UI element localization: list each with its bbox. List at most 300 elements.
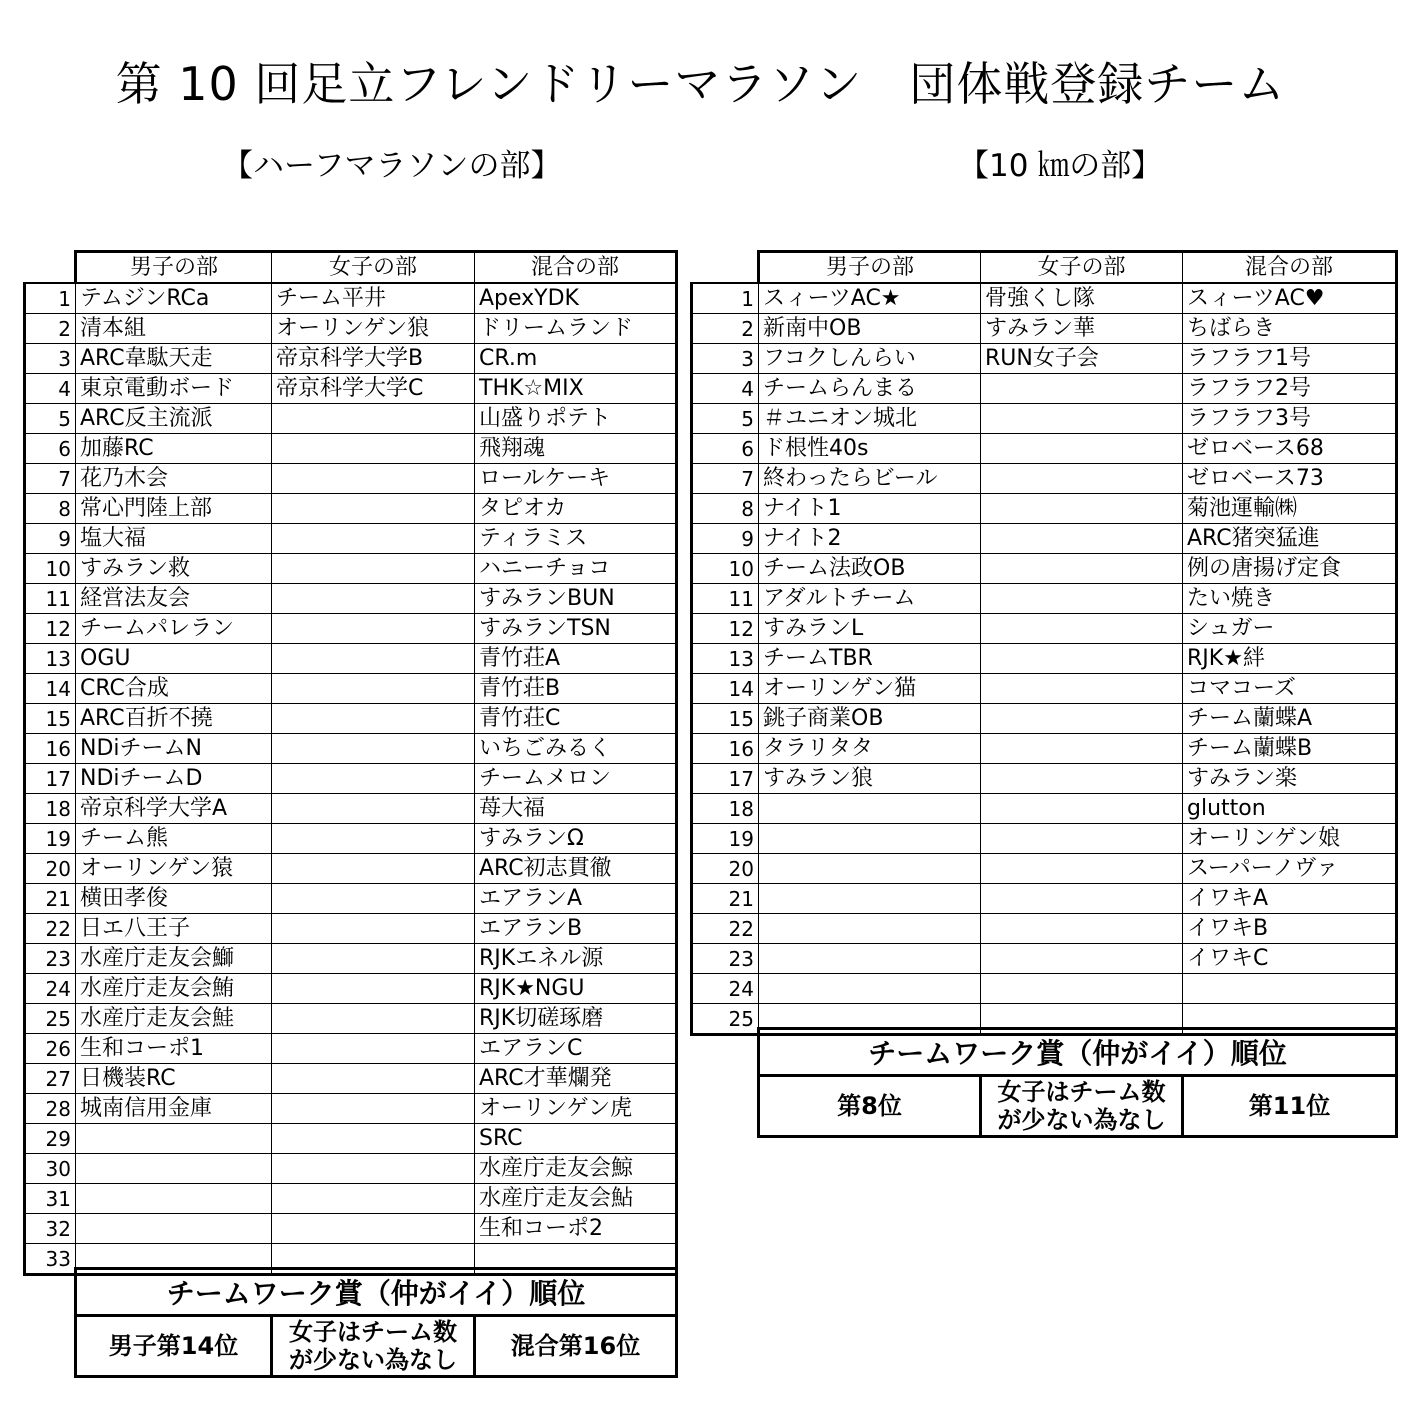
half-row-number-cell: 29	[25, 1124, 76, 1154]
half-table-row	[25, 794, 677, 824]
ten-km-mixed-team-cell: すみラン楽	[1183, 764, 1397, 794]
ten-km-mixed-team-cell: イワキA	[1183, 884, 1397, 914]
ten-km-men-team-cell: 銚子商業OB	[759, 704, 981, 734]
half-women-team-cell	[272, 1124, 475, 1154]
half-table-row	[25, 854, 677, 884]
half-mixed-team-cell: RJK★NGU	[475, 974, 677, 1004]
half-table-row	[25, 494, 677, 524]
half-women-team-cell	[272, 1034, 475, 1064]
half-table-row	[25, 283, 677, 314]
ten-km-men-team-cell	[759, 854, 981, 884]
half-men-team-cell: 水産庁走友会鰤	[76, 944, 272, 974]
half-table-row	[25, 674, 677, 704]
ten-km-header-mixed: 混合の部	[1183, 252, 1397, 284]
ten-km-women-team-cell	[981, 434, 1183, 464]
half-table-row	[25, 644, 677, 674]
half-men-team-cell: 加藤RC	[76, 434, 272, 464]
ten-km-women-team-cell	[981, 614, 1183, 644]
ten-km-women-team-cell	[981, 884, 1183, 914]
half-row-number-cell: 13	[25, 644, 76, 674]
half-women-team-cell	[272, 404, 475, 434]
ten-km-table-row	[692, 704, 1397, 734]
half-mixed-team-cell: すみランBUN	[475, 584, 677, 614]
half-women-team-cell	[272, 704, 475, 734]
ten-km-row-number-cell: 18	[692, 794, 759, 824]
half-table-row	[25, 1214, 677, 1244]
ten-km-mixed-team-cell: ラフラフ1号	[1183, 344, 1397, 374]
half-row-number-cell: 27	[25, 1064, 76, 1094]
ten-km-women-team-cell	[981, 734, 1183, 764]
ten-km-men-team-cell	[759, 914, 981, 944]
ten-km-men-team-cell: すみラン狼	[759, 764, 981, 794]
half-mixed-team-cell: RJKエネル源	[475, 944, 677, 974]
half-marathon-section-title: 【ハーフマラソンの部】	[222, 148, 562, 184]
ten-km-table-row	[692, 644, 1397, 674]
half-award-title: チームワーク賞（仲がイイ）順位	[76, 1269, 677, 1316]
ten-km-table-row	[692, 554, 1397, 584]
ten-km-row-number-cell: 1	[692, 283, 759, 314]
half-row-number-cell: 23	[25, 944, 76, 974]
ten-km-mixed-team-cell: イワキB	[1183, 914, 1397, 944]
ten-km-men-team-cell: ナイト2	[759, 524, 981, 554]
half-women-team-cell	[272, 434, 475, 464]
half-row-number-cell: 12	[25, 614, 76, 644]
ten-km-header-blank	[692, 252, 759, 284]
half-mixed-team-cell: RJK切磋琢磨	[475, 1004, 677, 1034]
ten-km-table-row	[692, 314, 1397, 344]
half-men-team-cell: NDiチームN	[76, 734, 272, 764]
ten-km-mixed-team-cell: オーリンゲン娘	[1183, 824, 1397, 854]
half-women-team-cell	[272, 974, 475, 1004]
ten-km-men-team-cell: アダルトチーム	[759, 584, 981, 614]
half-table-row	[25, 1124, 677, 1154]
ten-km-men-team-cell	[759, 884, 981, 914]
half-men-team-cell: 水産庁走友会鮭	[76, 1004, 272, 1034]
ten-km-women-team-cell	[981, 854, 1183, 884]
ten-km-table-row	[692, 884, 1397, 914]
ten-km-women-team-cell	[981, 974, 1183, 1004]
half-men-team-cell: オーリンゲン猿	[76, 854, 272, 884]
ten-km-row-number-cell: 7	[692, 464, 759, 494]
ten-km-table-row	[692, 344, 1397, 374]
half-row-number-cell: 33	[25, 1244, 76, 1275]
half-women-team-cell	[272, 464, 475, 494]
half-women-team-cell	[272, 524, 475, 554]
ten-km-mixed-team-cell: スィーツAC♥	[1183, 283, 1397, 314]
ten-km-table-row	[692, 374, 1397, 404]
ten-km-mixed-team-cell: スーパーノヴァ	[1183, 854, 1397, 884]
half-women-team-cell	[272, 854, 475, 884]
half-table-row	[25, 1004, 677, 1034]
ten-km-men-team-cell	[759, 974, 981, 1004]
ten-km-row-number-cell: 6	[692, 434, 759, 464]
ten-km-women-team-cell	[981, 404, 1183, 434]
half-table-row	[25, 344, 677, 374]
ten-km-mixed-team-cell: glutton	[1183, 794, 1397, 824]
ten-km-row-number-cell: 10	[692, 554, 759, 584]
half-table-row	[25, 1094, 677, 1124]
ten-km-men-team-cell: フコクしんらい	[759, 344, 981, 374]
half-women-team-cell	[272, 794, 475, 824]
ten-km-women-team-cell	[981, 584, 1183, 614]
half-mixed-team-cell: 生和コーポ2	[475, 1214, 677, 1244]
ten-km-header-men: 男子の部	[759, 252, 981, 284]
half-table-row	[25, 1184, 677, 1214]
half-mixed-team-cell: すみランΩ	[475, 824, 677, 854]
ten-km-row-number-cell: 17	[692, 764, 759, 794]
half-men-team-cell: 生和コーポ1	[76, 1034, 272, 1064]
half-women-team-cell	[272, 1184, 475, 1214]
half-table-row	[25, 824, 677, 854]
ten-km-mixed-team-cell: 菊池運輸㈱	[1183, 494, 1397, 524]
half-mixed-team-cell: 青竹荘A	[475, 644, 677, 674]
half-table-row	[25, 1154, 677, 1184]
ten-km-women-team-cell: すみラン華	[981, 314, 1183, 344]
half-table-row	[25, 764, 677, 794]
half-men-team-cell: NDiチームD	[76, 764, 272, 794]
ten-km-mixed-team-cell: ラフラフ2号	[1183, 374, 1397, 404]
ten-km-men-team-cell	[759, 824, 981, 854]
half-award-men: 男子第14位	[76, 1316, 272, 1377]
half-men-team-cell: 塩大福	[76, 524, 272, 554]
ten-km-women-team-cell	[981, 494, 1183, 524]
ten-km-men-team-cell: ナイト1	[759, 494, 981, 524]
ten-km-row-number-cell: 11	[692, 584, 759, 614]
half-women-team-cell	[272, 1094, 475, 1124]
half-women-team-cell: 帝京科学大学B	[272, 344, 475, 374]
half-table-row	[25, 884, 677, 914]
ten-km-men-team-cell: すみランL	[759, 614, 981, 644]
half-men-team-cell: チーム熊	[76, 824, 272, 854]
ten-km-men-team-cell	[759, 794, 981, 824]
ten-km-men-team-cell: スィーツAC★	[759, 283, 981, 314]
ten-km-mixed-team-cell: チーム蘭蝶A	[1183, 704, 1397, 734]
half-mixed-team-cell: ドリームランド	[475, 314, 677, 344]
ten-km-teamwork-award-table	[757, 1027, 1398, 1138]
half-mixed-team-cell: 青竹荘C	[475, 704, 677, 734]
half-mixed-team-cell: 飛翔魂	[475, 434, 677, 464]
ten-km-table-row	[692, 794, 1397, 824]
half-men-team-cell	[76, 1184, 272, 1214]
half-men-team-cell: 日エ八王子	[76, 914, 272, 944]
ten-km-women-team-cell	[981, 554, 1183, 584]
half-header-men: 男子の部	[76, 252, 272, 284]
half-table-row	[25, 554, 677, 584]
half-women-team-cell: チーム平井	[272, 283, 475, 314]
half-row-number-cell: 22	[25, 914, 76, 944]
ten-km-row-number-cell: 19	[692, 824, 759, 854]
half-men-team-cell: テムジンRCa	[76, 283, 272, 314]
ten-km-row-number-cell: 23	[692, 944, 759, 974]
ten-km-section-title: 【10 ㎞の部】	[958, 148, 1163, 184]
half-mixed-team-cell: エアランA	[475, 884, 677, 914]
half-men-team-cell: すみラン救	[76, 554, 272, 584]
half-row-number-cell: 8	[25, 494, 76, 524]
ten-km-women-team-cell	[981, 914, 1183, 944]
ten-km-men-team-cell: ＃ユニオン城北	[759, 404, 981, 434]
ten-km-row-number-cell: 20	[692, 854, 759, 884]
half-table-row	[25, 524, 677, 554]
half-table-row	[25, 914, 677, 944]
half-table-row	[25, 434, 677, 464]
ten-km-row-number-cell: 16	[692, 734, 759, 764]
half-women-team-cell	[272, 554, 475, 584]
ten-km-row-number-cell: 24	[692, 974, 759, 1004]
half-mixed-team-cell: 青竹荘B	[475, 674, 677, 704]
half-men-team-cell: OGU	[76, 644, 272, 674]
ten-km-mixed-team-cell: ラフラフ3号	[1183, 404, 1397, 434]
half-row-number-cell: 26	[25, 1034, 76, 1064]
half-women-team-cell: 帝京科学大学C	[272, 374, 475, 404]
ten-km-row-number-cell: 4	[692, 374, 759, 404]
half-row-number-cell: 9	[25, 524, 76, 554]
ten-km-table-row	[692, 944, 1397, 974]
half-table-row	[25, 944, 677, 974]
half-row-number-cell: 32	[25, 1214, 76, 1244]
half-row-number-cell: 3	[25, 344, 76, 374]
ten-km-women-team-cell	[981, 674, 1183, 704]
half-mixed-team-cell: すみランTSN	[475, 614, 677, 644]
half-table-row	[25, 374, 677, 404]
ten-km-row-number-cell: 15	[692, 704, 759, 734]
ten-km-header-women: 女子の部	[981, 252, 1183, 284]
ten-km-mixed-team-cell	[1183, 974, 1397, 1004]
ten-km-row-number-cell: 8	[692, 494, 759, 524]
ten-km-women-team-cell: 骨強くし隊	[981, 283, 1183, 314]
half-row-number-cell: 15	[25, 704, 76, 734]
ten-km-women-team-cell	[981, 464, 1183, 494]
half-table-row	[25, 974, 677, 1004]
half-table-row	[25, 404, 677, 434]
half-row-number-cell: 16	[25, 734, 76, 764]
half-table-row	[25, 1064, 677, 1094]
half-header-mixed: 混合の部	[475, 252, 677, 284]
half-header-women: 女子の部	[272, 252, 475, 284]
ten-km-row-number-cell: 12	[692, 614, 759, 644]
half-row-number-cell: 30	[25, 1154, 76, 1184]
half-mixed-team-cell: タピオカ	[475, 494, 677, 524]
half-women-team-cell	[272, 944, 475, 974]
ten-km-row-number-cell: 25	[692, 1004, 759, 1035]
half-marathon-team-table	[23, 250, 678, 1276]
ten-km-women-team-cell	[981, 524, 1183, 554]
half-row-number-cell: 25	[25, 1004, 76, 1034]
ten-km-women-team-cell	[981, 794, 1183, 824]
half-row-number-cell: 14	[25, 674, 76, 704]
half-row-number-cell: 20	[25, 854, 76, 884]
ten-km-mixed-team-cell: たい焼き	[1183, 584, 1397, 614]
half-row-number-cell: 17	[25, 764, 76, 794]
half-row-number-cell: 31	[25, 1184, 76, 1214]
ten-km-men-team-cell: ド根性40s	[759, 434, 981, 464]
ten-km-team-table	[690, 250, 1398, 1036]
half-mixed-team-cell: 水産庁走友会鮎	[475, 1184, 677, 1214]
ten-km-table-row	[692, 974, 1397, 1004]
half-table-row	[25, 734, 677, 764]
ten-km-mixed-team-cell: ゼロベース68	[1183, 434, 1397, 464]
ten-km-table-row	[692, 404, 1397, 434]
ten-km-table-row	[692, 434, 1397, 464]
half-mixed-team-cell: CR.m	[475, 344, 677, 374]
half-mixed-team-cell: ハニーチョコ	[475, 554, 677, 584]
ten-km-table-row	[692, 283, 1397, 314]
half-mixed-team-cell: ARC才華爛発	[475, 1064, 677, 1094]
ten-km-row-number-cell: 21	[692, 884, 759, 914]
half-mixed-team-cell: エアランB	[475, 914, 677, 944]
half-header-blank	[25, 252, 76, 284]
ten-km-women-team-cell	[981, 704, 1183, 734]
half-row-number-cell: 10	[25, 554, 76, 584]
half-women-team-cell	[272, 1004, 475, 1034]
ten-km-mixed-team-cell: ゼロベース73	[1183, 464, 1397, 494]
ten-km-mixed-team-cell: 例の唐揚げ定食	[1183, 554, 1397, 584]
half-mixed-team-cell: 苺大福	[475, 794, 677, 824]
half-mixed-team-cell: エアランC	[475, 1034, 677, 1064]
ten-km-table-row	[692, 584, 1397, 614]
half-men-team-cell: 城南信用金庫	[76, 1094, 272, 1124]
half-women-team-cell	[272, 914, 475, 944]
ten-km-mixed-team-cell: イワキC	[1183, 944, 1397, 974]
page-title: 第 10 回足立フレンドリーマラソン 団体戦登録チーム	[115, 57, 1286, 111]
half-mixed-team-cell: THK☆MIX	[475, 374, 677, 404]
half-men-team-cell: 花乃木会	[76, 464, 272, 494]
half-men-team-cell: 横田孝俊	[76, 884, 272, 914]
half-men-team-cell: チームパレラン	[76, 614, 272, 644]
ten-km-table-row	[692, 734, 1397, 764]
ten-km-award-mixed: 第11位	[1183, 1076, 1397, 1137]
ten-km-row-number-cell: 13	[692, 644, 759, 674]
half-row-number-cell: 1	[25, 283, 76, 314]
half-mixed-team-cell: ApexYDK	[475, 283, 677, 314]
ten-km-row-number-cell: 2	[692, 314, 759, 344]
ten-km-mixed-team-cell: RJK★絆	[1183, 644, 1397, 674]
half-women-team-cell	[272, 614, 475, 644]
ten-km-men-team-cell: タラリタタ	[759, 734, 981, 764]
half-table-row	[25, 584, 677, 614]
half-men-team-cell: 東京電動ボード	[76, 374, 272, 404]
half-men-team-cell: 常心門陸上部	[76, 494, 272, 524]
half-row-number-cell: 19	[25, 824, 76, 854]
ten-km-men-team-cell: オーリンゲン猫	[759, 674, 981, 704]
half-men-team-cell: ARC反主流派	[76, 404, 272, 434]
ten-km-mixed-team-cell: チーム蘭蝶B	[1183, 734, 1397, 764]
ten-km-women-team-cell	[981, 644, 1183, 674]
half-mixed-team-cell: ロールケーキ	[475, 464, 677, 494]
ten-km-table-row	[692, 674, 1397, 704]
half-men-team-cell: ARC百折不撓	[76, 704, 272, 734]
ten-km-table-row	[692, 494, 1397, 524]
half-men-team-cell	[76, 1154, 272, 1184]
ten-km-table-row	[692, 524, 1397, 554]
half-women-team-cell	[272, 584, 475, 614]
ten-km-table-row	[692, 614, 1397, 644]
half-women-team-cell	[272, 1064, 475, 1094]
half-men-team-cell: 日機装RC	[76, 1064, 272, 1094]
ten-km-award-women: 女子はチーム数 が少ない為なし	[981, 1076, 1183, 1137]
ten-km-mixed-team-cell: ちばらき	[1183, 314, 1397, 344]
half-mixed-team-cell: いちごみるく	[475, 734, 677, 764]
ten-km-men-team-cell: チームTBR	[759, 644, 981, 674]
half-women-team-cell	[272, 1154, 475, 1184]
half-mixed-team-cell: オーリンゲン虎	[475, 1094, 677, 1124]
half-row-number-cell: 5	[25, 404, 76, 434]
half-row-number-cell: 18	[25, 794, 76, 824]
half-award-women: 女子はチーム数 が少ない為なし	[272, 1316, 475, 1377]
ten-km-women-team-cell	[981, 944, 1183, 974]
half-men-team-cell: 経営法友会	[76, 584, 272, 614]
half-row-number-cell: 4	[25, 374, 76, 404]
ten-km-table-row	[692, 914, 1397, 944]
half-women-team-cell	[272, 494, 475, 524]
ten-km-women-team-cell	[981, 824, 1183, 854]
ten-km-mixed-team-cell: ARC猪突猛進	[1183, 524, 1397, 554]
half-men-team-cell	[76, 1124, 272, 1154]
half-table-row	[25, 614, 677, 644]
half-row-number-cell: 21	[25, 884, 76, 914]
ten-km-men-team-cell: チームらんまる	[759, 374, 981, 404]
ten-km-men-team-cell	[759, 944, 981, 974]
ten-km-row-number-cell: 14	[692, 674, 759, 704]
half-mixed-team-cell: 山盛りポテト	[475, 404, 677, 434]
half-row-number-cell: 24	[25, 974, 76, 1004]
ten-km-mixed-team-cell: シュガー	[1183, 614, 1397, 644]
half-mixed-team-cell: ARC初志貫徹	[475, 854, 677, 884]
half-table-row	[25, 704, 677, 734]
half-women-team-cell	[272, 674, 475, 704]
half-women-team-cell	[272, 884, 475, 914]
half-row-number-cell: 6	[25, 434, 76, 464]
half-men-team-cell: 水産庁走友会鮪	[76, 974, 272, 1004]
ten-km-table-row	[692, 464, 1397, 494]
ten-km-women-team-cell: RUN女子会	[981, 344, 1183, 374]
ten-km-table-row	[692, 854, 1397, 884]
half-men-team-cell: ARC韋駄天走	[76, 344, 272, 374]
half-row-number-cell: 11	[25, 584, 76, 614]
half-men-team-cell: CRC合成	[76, 674, 272, 704]
ten-km-row-number-cell: 9	[692, 524, 759, 554]
half-row-number-cell: 7	[25, 464, 76, 494]
half-mixed-team-cell: チームメロン	[475, 764, 677, 794]
ten-km-women-team-cell	[981, 374, 1183, 404]
half-men-team-cell: 清本組	[76, 314, 272, 344]
half-row-number-cell: 2	[25, 314, 76, 344]
half-table-row	[25, 1034, 677, 1064]
ten-km-table-row	[692, 764, 1397, 794]
ten-km-award-men: 第8位	[759, 1076, 981, 1137]
half-men-team-cell	[76, 1214, 272, 1244]
half-teamwork-award-table	[74, 1267, 678, 1378]
half-women-team-cell: オーリンゲン狼	[272, 314, 475, 344]
half-women-team-cell	[272, 824, 475, 854]
half-women-team-cell	[272, 644, 475, 674]
ten-km-men-team-cell: 終わったらビール	[759, 464, 981, 494]
half-men-team-cell: 帝京科学大学A	[76, 794, 272, 824]
half-women-team-cell	[272, 734, 475, 764]
half-women-team-cell	[272, 764, 475, 794]
half-table-row	[25, 314, 677, 344]
half-table-row	[25, 464, 677, 494]
ten-km-women-team-cell	[981, 764, 1183, 794]
half-row-number-cell: 28	[25, 1094, 76, 1124]
ten-km-men-team-cell: 新南中OB	[759, 314, 981, 344]
half-award-mixed: 混合第16位	[475, 1316, 677, 1377]
ten-km-row-number-cell: 5	[692, 404, 759, 434]
half-mixed-team-cell: 水産庁走友会鯨	[475, 1154, 677, 1184]
ten-km-row-number-cell: 22	[692, 914, 759, 944]
ten-km-award-title: チームワーク賞（仲がイイ）順位	[759, 1029, 1397, 1076]
ten-km-row-number-cell: 3	[692, 344, 759, 374]
ten-km-men-team-cell: チーム法政OB	[759, 554, 981, 584]
